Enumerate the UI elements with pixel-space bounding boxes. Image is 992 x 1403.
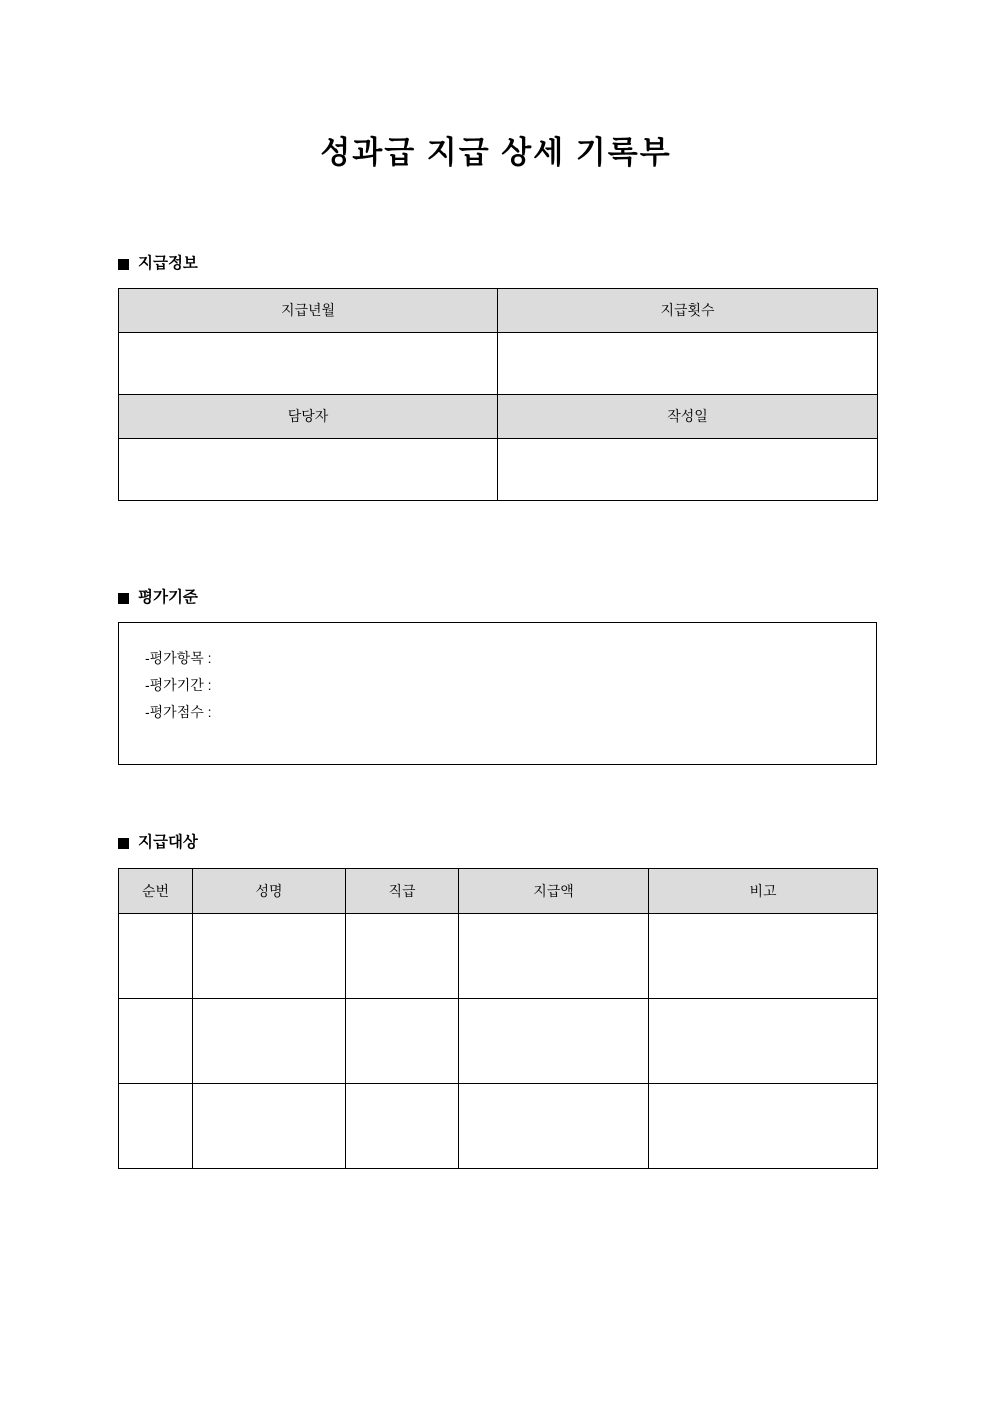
table-row (119, 395, 878, 439)
cell-written-date-label: 작성일 (498, 395, 878, 439)
cell-manager-value[interactable] (119, 439, 498, 501)
cell-amount[interactable] (459, 999, 649, 1084)
cell-manager-label: 담당자 (119, 395, 498, 439)
list-item: -평가점수 : (145, 704, 212, 720)
page-title: 성과급 지급 상세 기록부 (320, 135, 672, 170)
section-heading-label: 지급대상 (138, 834, 198, 851)
section-heading-recipients (118, 833, 198, 853)
cell-name[interactable] (193, 999, 346, 1084)
list-item: -평가기간 : (145, 677, 212, 693)
black-square-bullet-icon (118, 259, 129, 270)
black-square-bullet-icon (118, 593, 129, 604)
table-row (119, 999, 878, 1084)
cell-name[interactable] (193, 1084, 346, 1169)
evaluation-criteria-box[interactable] (118, 622, 877, 765)
table-row (119, 333, 878, 395)
cell-rank[interactable] (346, 999, 459, 1084)
cell-remarks[interactable] (649, 1084, 878, 1169)
cell-remarks[interactable] (649, 914, 878, 999)
cell-amount[interactable] (459, 1084, 649, 1169)
table-row (119, 289, 878, 333)
section-heading-criteria (118, 588, 198, 608)
column-header-remarks: 비고 (649, 869, 878, 914)
column-header-no: 순번 (119, 869, 193, 914)
table-row (119, 914, 878, 999)
cell-written-date-value[interactable] (498, 439, 878, 501)
cell-payment-count-label: 지급횟수 (498, 289, 878, 333)
cell-payment-yearmonth-value[interactable] (119, 333, 498, 395)
table-row (119, 439, 878, 501)
column-header-name: 성명 (193, 869, 346, 914)
black-square-bullet-icon (118, 838, 129, 849)
cell-no[interactable] (119, 914, 193, 999)
section-heading-label: 평가기준 (138, 589, 198, 606)
cell-remarks[interactable] (649, 999, 878, 1084)
recipients-table (118, 868, 878, 1169)
cell-payment-count-value[interactable] (498, 333, 878, 395)
section-heading-payment-info (118, 254, 198, 274)
column-header-rank: 직급 (346, 869, 459, 914)
list-item: -평가항목 : (145, 650, 212, 666)
section-heading-label: 지급정보 (138, 255, 198, 272)
column-header-amount: 지급액 (459, 869, 649, 914)
criteria-list (119, 623, 876, 726)
cell-rank[interactable] (346, 914, 459, 999)
table-header-row (119, 869, 878, 914)
payment-info-table (118, 288, 878, 501)
table-row (119, 1084, 878, 1169)
cell-no[interactable] (119, 1084, 193, 1169)
cell-payment-yearmonth-label: 지급년월 (119, 289, 498, 333)
cell-name[interactable] (193, 914, 346, 999)
cell-no[interactable] (119, 999, 193, 1084)
cell-rank[interactable] (346, 1084, 459, 1169)
cell-amount[interactable] (459, 914, 649, 999)
